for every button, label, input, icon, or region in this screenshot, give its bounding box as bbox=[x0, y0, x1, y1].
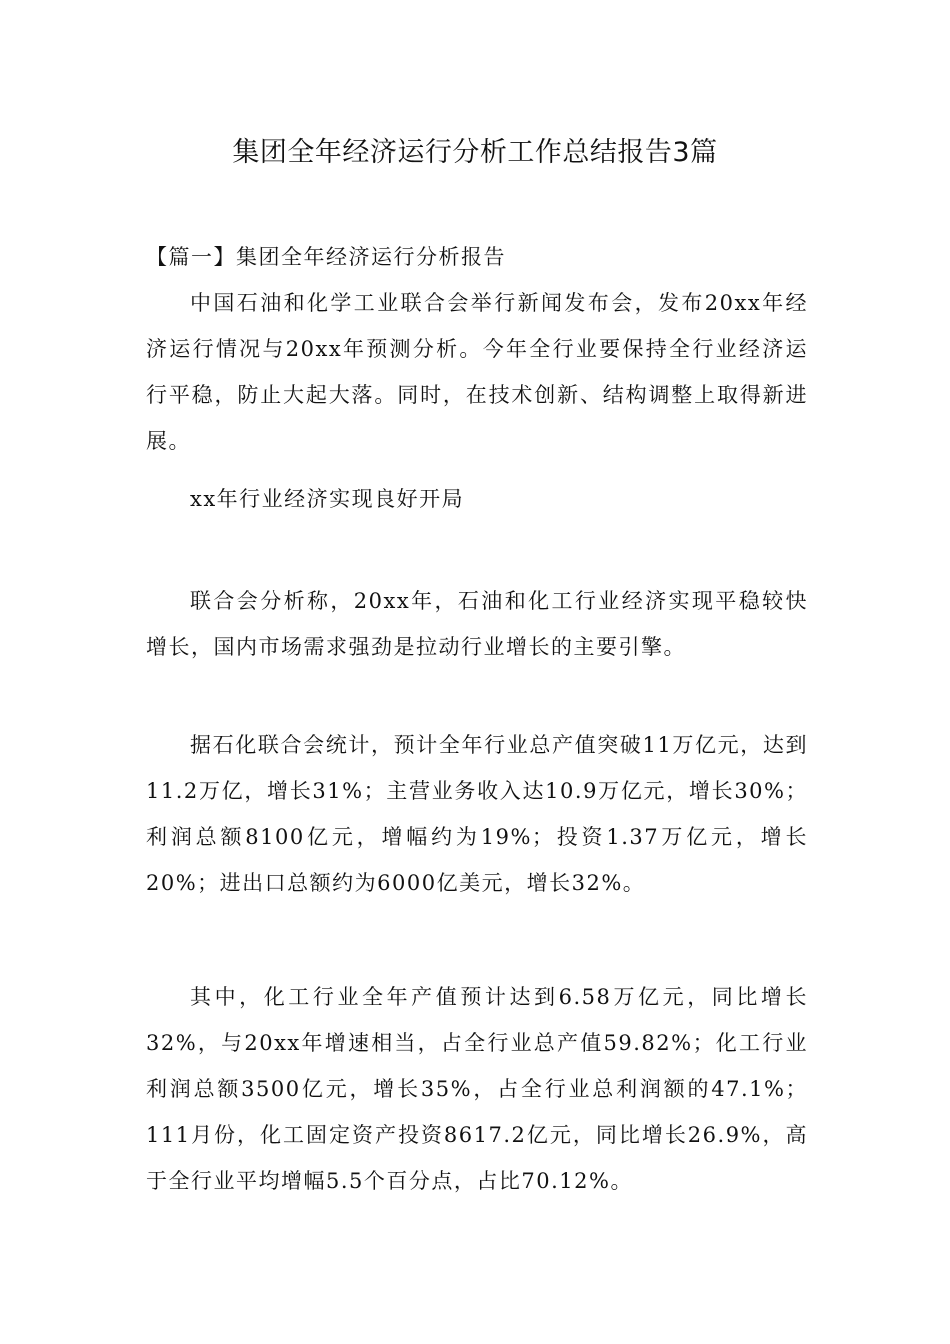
paragraph-intro: 中国石油和化学工业联合会举行新闻发布会，发布20xx年经济运行情况与20xx年预测分析。今年全行业要保持全行业经济运行平稳，防止大起大落。同时，在技术创新、结构调整上取得新进展。 bbox=[146, 291, 808, 453]
section-heading: 【篇一】集团全年经济运行分析报告 bbox=[146, 245, 506, 269]
document-title: 集团全年经济运行分析工作总结报告3篇 bbox=[232, 137, 718, 168]
paragraph-analysis: 联合会分析称，20xx年，石油和化工行业经济实现平稳较快增长，国内市场需求强劲是拉动行业增长的主要引擎。 bbox=[146, 589, 808, 659]
paragraph-chemical-industry: 其中，化工行业全年产值预计达到6.58万亿元，同比增长32%，与20xx年增速相当，占全行业总产值59.82%；化工行业利润总额3500亿元，增长35%，占全行业总利润额的47.1%；111月份，化工固定资产投资8617.2亿元，同比增长26.9%，高于全行业平均增幅5.5个百分点，占比70.12%。 bbox=[146, 985, 808, 1193]
subheading-good-start: xx年行业经济实现良好开局 bbox=[190, 487, 465, 511]
paragraph-statistics: 据石化联合会统计，预计全年行业总产值突破11万亿元，达到11.2万亿，增长31%；主营业务收入达10.9万亿元，增长30%；利润总额8100亿元，增幅约为19%；投资1.37万亿元，增长20%；进出口总额约为6000亿美元，增长32%。 bbox=[146, 733, 808, 895]
